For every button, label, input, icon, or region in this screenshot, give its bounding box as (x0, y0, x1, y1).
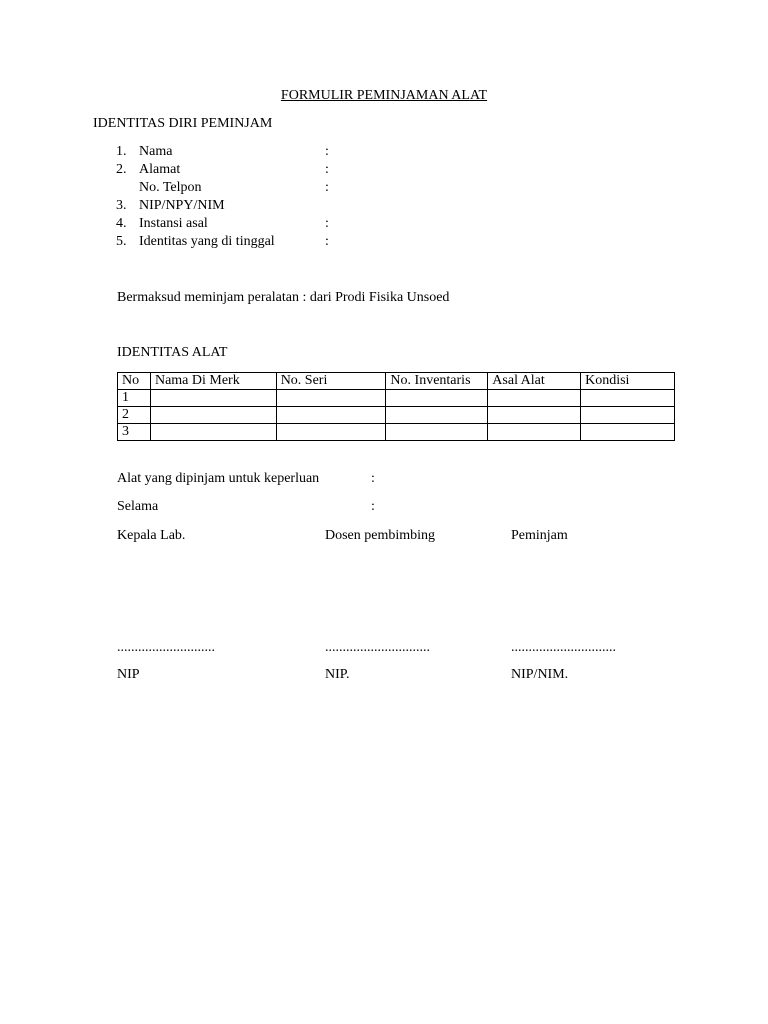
equipment-table (117, 372, 675, 441)
table-header-row (118, 373, 675, 390)
table-cell (386, 424, 488, 441)
table-cell: 1 (118, 390, 151, 407)
signature-role: Kepala Lab. (117, 528, 186, 543)
column-header: No. Inventaris (386, 373, 488, 390)
column-header: Asal Alat (488, 373, 581, 390)
signature-line: .............................. (511, 640, 616, 655)
item-label: NIP/NPY/NIM (139, 198, 225, 213)
signature-id-label: NIP/NIM. (511, 667, 569, 682)
column-header: No. Seri (276, 373, 386, 390)
table-cell (581, 407, 675, 424)
table-cell (276, 424, 386, 441)
item-number: 5. (116, 234, 127, 249)
item-number: 1. (116, 144, 127, 159)
section-identitas-diri: IDENTITAS DIRI PEMINJAM (93, 116, 273, 131)
table-cell (581, 390, 675, 407)
column-header: Nama Di Merk (150, 373, 276, 390)
item-label: Nama (139, 144, 173, 159)
table-cell: 3 (118, 424, 151, 441)
item-number: 4. (116, 216, 127, 231)
section-identitas-alat: IDENTITAS ALAT (117, 345, 228, 360)
table-cell (150, 424, 276, 441)
table-row (118, 407, 675, 424)
table-cell (276, 407, 386, 424)
signature-line: .............................. (325, 640, 430, 655)
signature-id-label: NIP. (325, 667, 350, 682)
table-cell (488, 407, 581, 424)
item-label: No. Telpon (139, 180, 202, 195)
item-colon: : (325, 180, 329, 195)
form-title: FORMULIR PEMINJAMAN ALAT (280, 88, 488, 103)
item-colon: : (325, 234, 329, 249)
signature-role: Dosen pembimbing (325, 528, 436, 543)
item-colon: : (325, 216, 329, 231)
signature-line: ............................ (117, 640, 215, 655)
table-cell (276, 390, 386, 407)
table-cell (386, 407, 488, 424)
table-cell (386, 390, 488, 407)
column-header: No (118, 373, 151, 390)
keperluan-label: Alat yang dipinjam untuk keperluan (117, 471, 320, 486)
item-label: Alamat (139, 162, 181, 177)
item-colon: : (325, 162, 329, 177)
item-label: Instansi asal (139, 216, 208, 231)
selama-label: Selama (117, 499, 159, 514)
selama-colon: : (371, 499, 375, 514)
signature-role: Peminjam (511, 528, 568, 543)
item-colon: : (325, 144, 329, 159)
table-cell: 2 (118, 407, 151, 424)
keperluan-colon: : (371, 471, 375, 486)
table-cell (488, 390, 581, 407)
signature-id-label: NIP (117, 667, 140, 682)
table-row (118, 390, 675, 407)
table-row (118, 424, 675, 441)
table-cell (150, 390, 276, 407)
table-cell (150, 407, 276, 424)
purpose-statement: Bermaksud meminjam peralatan : dari Prodi Fisika Unsoed (117, 290, 450, 305)
table-cell (488, 424, 581, 441)
item-number: 2. (116, 162, 127, 177)
column-header: Kondisi (581, 373, 675, 390)
item-number: 3. (116, 198, 127, 213)
item-label: Identitas yang di tinggal (139, 234, 275, 249)
table-cell (581, 424, 675, 441)
